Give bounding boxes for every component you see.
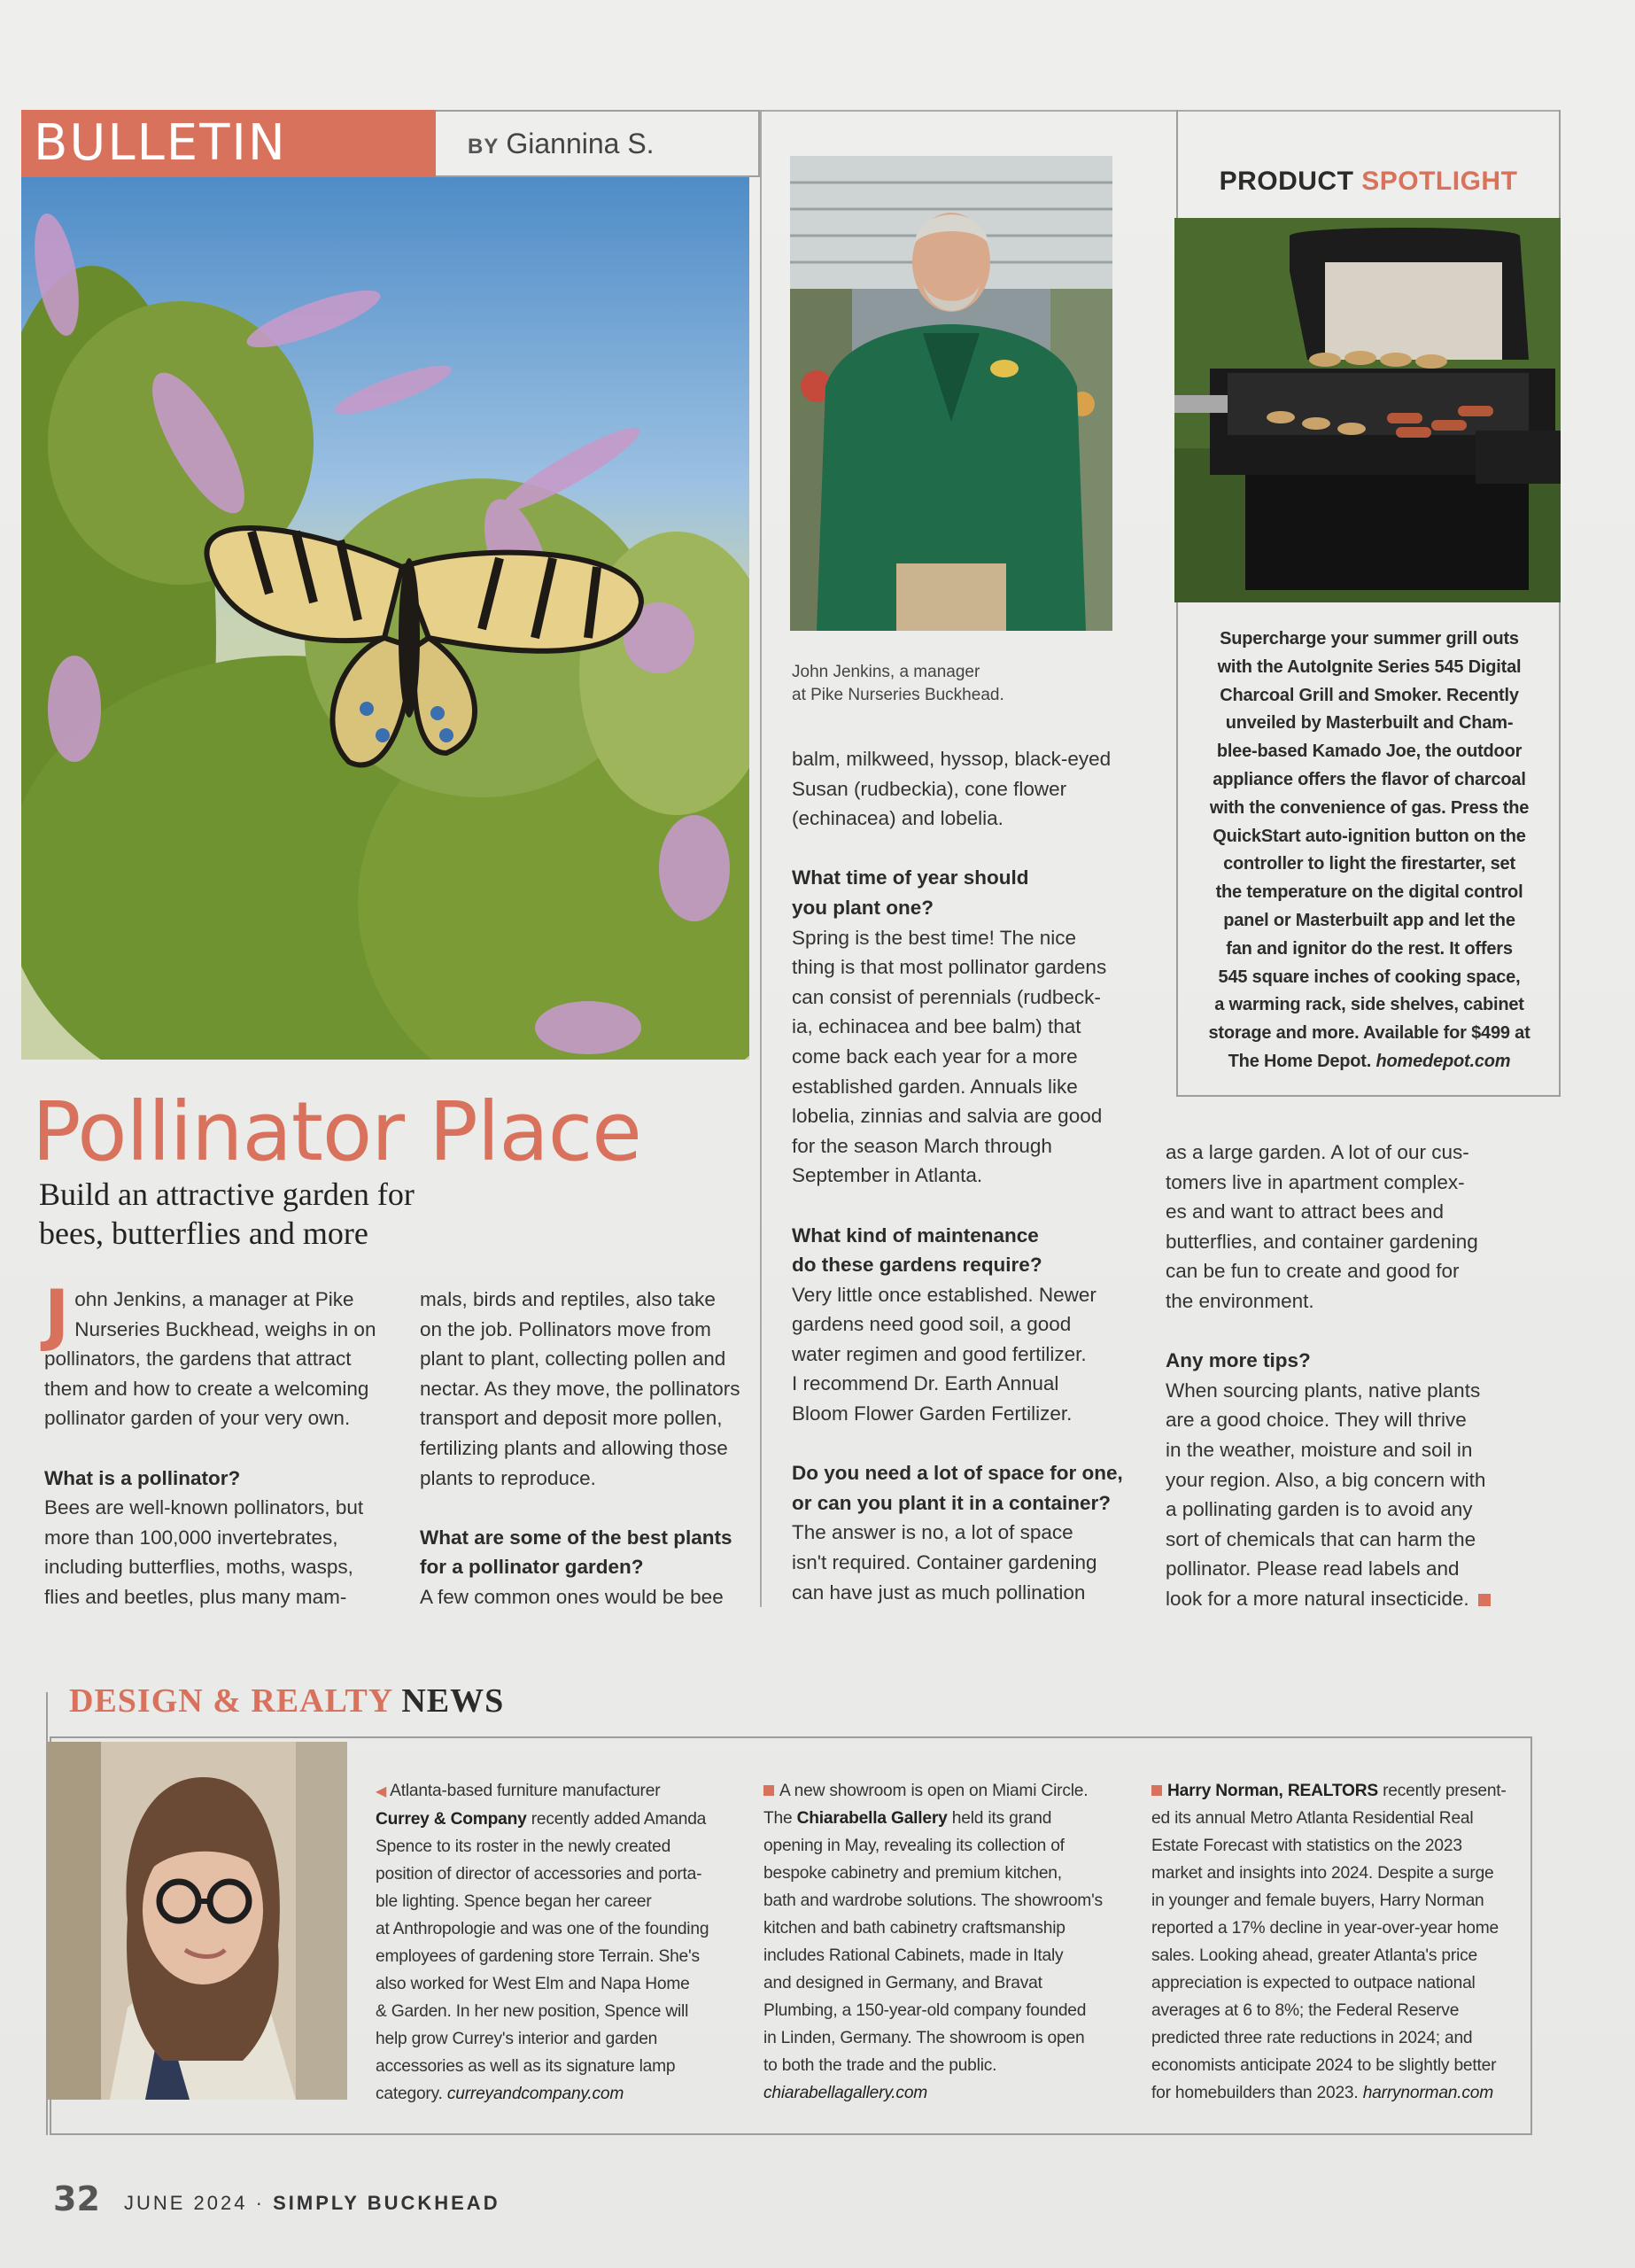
spotlight-line: panel or Masterbuilt app and let the [1223,910,1515,930]
text-line: pollinators, the gardens that attract [44,1348,352,1371]
news-text: and designed in Germany, and Bravat [763,1974,1042,1992]
harrynorman-link[interactable]: harrynorman.com [1362,2084,1494,2102]
spotlight-line: a warming rack, side shelves, cabinet [1214,995,1524,1015]
spotlight-line: Charcoal Grill and Smoker. Recently [1220,685,1519,705]
text-line: mals, birds and reptiles, also take [420,1288,716,1310]
news-text: reported a 17% decline in year-over-year home [1151,1919,1499,1938]
grill-photo [1174,218,1561,602]
news-text: recently added Amanda [526,1810,707,1829]
text-line: A few common ones would be bee [420,1585,724,1608]
news-text: sales. Looking ahead, greater Atlanta's price [1151,1946,1477,1965]
text-line: sort of chemicals that can harm the [1166,1527,1476,1550]
news-text: averages at 6 to 8%; the Federal Reserve [1151,2001,1460,2020]
text-line: as a large garden. A lot of our cus- [1166,1141,1469,1163]
news-text: The [763,1809,797,1828]
news-text: category. [376,2085,443,2103]
text-line: can be fun to create and good for [1166,1260,1460,1283]
question-heading: What is a pollinator? [44,1466,241,1489]
text-line: pollinator. Please read labels and [1166,1557,1460,1581]
news-text: bespoke cabinetry and premium kitchen, [763,1864,1062,1883]
news-text: employees of gardening store Terrain. She's [376,1947,700,1966]
news-section-title [69,1682,504,1720]
spotlight-line: storage and more. Available for $499 at [1208,1023,1530,1044]
text-line: nectar. As they move, the pollinators [420,1377,740,1400]
caption-line: at Pike Nurseries Buckhead. [792,686,1004,704]
text-line: ia, echinacea and bee balm) that [792,1015,1081,1038]
text-line: come back each year for a more [792,1045,1078,1068]
footer-separator: · [255,2192,265,2214]
text-line: Bloom Flower Garden Fertilizer. [792,1402,1073,1425]
news-text: Atlanta-based furniture manufacturer [390,1782,661,1800]
spotlight-line: with the AutoIgnite Series 545 Digital [1217,656,1522,677]
news-text: economists anticipate 2024 to be slightly better [1151,2056,1497,2075]
issue-date: JUNE 2024 [124,2192,248,2214]
text-line: The answer is no, a lot of space [792,1521,1073,1544]
news-text: market and insights into 2024. Despite a surge [1151,1864,1494,1883]
text-line: plant to plant, collecting pollen and [420,1348,726,1371]
news-text: position of director of accessories and porta- [376,1865,702,1884]
news-text: at Anthropologie and was one of the founding [376,1920,709,1938]
news-text: & Garden. In her new position, Spence will [376,2002,689,2021]
end-square-icon [1478,1594,1491,1606]
chiarabella-link[interactable]: chiarabellagallery.com [763,2084,928,2102]
spotlight-line: 545 square inches of cooking space, [1218,967,1521,987]
text-line: more than 100,000 invertebrates, [44,1526,338,1549]
spotlight-line: controller to light the firestarter, set [1223,854,1515,874]
news-company: Chiarabella Gallery [796,1809,948,1828]
byline-author: Giannina S. [506,128,655,159]
article-title: Pollinator Place [32,1084,641,1179]
spotlight-line: Supercharge your summer grill outs [1220,629,1519,649]
news-text: held its grand [947,1809,1052,1828]
text-line: Very little once established. Newer [792,1283,1096,1306]
news-text: help grow Currey's interior and garden [376,2030,658,2048]
spotlight-title [1176,167,1561,197]
square-bullet-icon [1151,1785,1162,1796]
question-heading: Any more tips? [1166,1349,1311,1372]
news-text: includes Rational Cabinets, made in Italy [763,1946,1064,1965]
text-line: look for a more natural insecticide. [1166,1587,1469,1610]
text-line: Susan (rudbeckia), cone flower [792,777,1067,800]
text-line: When sourcing plants, native plants [1166,1379,1481,1402]
subtitle-line: Build an attractive garden for [39,1177,415,1212]
question-heading: do these gardens require? [792,1254,1042,1277]
news-text: in younger and female buyers, Harry Norman [1151,1891,1484,1910]
text-line: butterflies, and container gardening [1166,1230,1478,1253]
text-line: tomers live in apartment complex- [1166,1170,1465,1193]
spotlight-line: QuickStart auto-ignition button on the [1213,826,1526,846]
square-bullet-icon [763,1785,774,1796]
text-line: the environment. [1166,1289,1314,1312]
news-text: predicted three rate reductions in 2024; and [1151,2029,1473,2047]
news-company: Currey & Company [376,1810,527,1829]
text-line: September in Atlanta. [792,1164,983,1187]
text-line: your region. Also, a big concern with [1166,1468,1486,1491]
question-heading: What kind of maintenance [792,1223,1039,1247]
text-line: fertilizing plants and allowing those [420,1436,728,1459]
page-number: 32 [53,2179,100,2218]
news-text: ble lighting. Spence began her career [376,1892,652,1911]
manager-photo [790,156,1112,631]
text-line: ohn Jenkins, a manager at Pike [74,1288,354,1310]
text-line: are a good choice. They will thrive [1166,1409,1467,1432]
subtitle-line: bees, butterflies and more [39,1216,368,1251]
spotlight-line: the temperature on the digital control [1215,882,1523,903]
spotlight-line: appliance offers the flavor of charcoal [1213,769,1526,789]
news-text: Plumbing, a 150-year-old company founded [763,2001,1087,2020]
byline-by: BY [468,135,500,159]
text-line: including butterflies, moths, wasps, [44,1556,353,1579]
text-line: es and want to attract bees and [1166,1200,1444,1223]
text-line: plants to reproduce. [420,1466,596,1489]
article-subtitle [39,1175,570,1253]
text-line: flies and beetles, plus many mam- [44,1585,347,1608]
news-text: Spence to its roster in the newly created [376,1837,671,1856]
text-line: lobelia, zinnias and salvia are good [792,1105,1103,1128]
question-heading: you plant one? [792,896,934,919]
text-line: Spring is the best time! The nice [792,926,1076,949]
caption-line: John Jenkins, a manager [792,663,980,681]
text-line: isn't required. Container gardening [792,1551,1097,1574]
spence-photo [48,1742,347,2100]
news-item-harry-norman [1151,1777,1523,2107]
article-column-3 [792,744,1155,1607]
news-text: to both the trade and the public. [763,2056,997,2075]
news-text: in Linden, Germany. The showroom is open [763,2029,1085,2047]
text-line: established garden. Annuals like [792,1075,1078,1098]
text-line: on the job. Pollinators move from [420,1317,711,1340]
news-text: kitchen and bath cabinetry craftsmanship [763,1919,1065,1938]
news-company: Harry Norman, REALTORS [1167,1782,1378,1800]
news-title-rest: NEWS [401,1682,505,1720]
question-heading: What are some of the best plants [420,1526,732,1549]
news-text: recently present- [1377,1782,1507,1800]
text-line: Nurseries Buckhead, weighs in on [74,1317,376,1340]
currey-link[interactable]: curreyandcompany.com [446,2085,624,2103]
news-text: ed its annual Metro Atlanta Residential Real [1151,1809,1474,1828]
text-line: for the season March through [792,1134,1052,1157]
spotlight-store: The Home Depot. [1228,1051,1372,1071]
section-label: BULLETIN [21,110,436,177]
triangle-bullet-icon: ◀ [376,1784,387,1799]
text-line: thing is that most pollinator gardens [792,956,1107,979]
drop-cap: J [44,1275,70,1354]
question-heading: or can you plant it in a container? [792,1491,1112,1514]
question-heading: What time of year should [792,866,1029,889]
text-line: pollinator garden of your very own. [44,1407,351,1430]
text-line: balm, milkweed, hyssop, black-eyed [792,748,1112,770]
butterfly-photo [21,177,749,1060]
magazine-name: SIMPLY BUCKHEAD [273,2192,500,2214]
question-heading: for a pollinator garden? [420,1556,644,1579]
spotlight-title-word: PRODUCT [1219,167,1354,196]
news-text: appreciation is expected to outpace national [1151,1974,1476,1992]
text-line: a pollinating garden is to avoid any [1166,1498,1473,1521]
text-line: gardens need good soil, a good [792,1313,1072,1336]
news-text: bath and wardrobe solutions. The showroom's [763,1891,1103,1910]
last-text-line [1166,1584,1546,1614]
text-line: I recommend Dr. Earth Annual [792,1372,1059,1395]
news-text: Estate Forecast with statistics on the 2023 [1151,1837,1462,1855]
homedepot-link[interactable]: homedepot.com [1375,1051,1511,1071]
text-line: can have just as much pollination [792,1581,1086,1604]
news-title-accent: DESIGN & REALTY [69,1682,392,1720]
footer-issue [124,2192,500,2215]
text-line: can consist of perennials (rudbeck- [792,985,1101,1008]
spotlight-line: blee-based Kamado Joe, the outdoor [1216,742,1523,762]
text-line: Bees are well-known pollinators, but [44,1496,364,1519]
spotlight-last-line [1190,1048,1548,1076]
spotlight-line: with the convenience of gas. Press the [1209,797,1530,818]
article-column-4 [1166,1138,1546,1614]
news-text: also worked for West Elm and Napa Home [376,1975,690,1993]
article-column-2 [420,1285,774,1612]
photo-caption [792,661,1084,707]
text-line: (echinacea) and lobelia. [792,807,1003,830]
text-line: water regimen and good fertilizer. [792,1342,1087,1365]
text-line: them and how to create a welcoming [44,1377,369,1400]
news-text: opening in May, revealing its collection of [763,1837,1065,1855]
text-line: transport and deposit more pollen, [420,1407,723,1430]
news-text: accessories as well as its signature lamp [376,2057,676,2076]
byline [436,110,760,177]
news-item-chiarabella [763,1777,1127,2107]
article-column-1 [44,1275,399,1612]
question-heading: Do you need a lot of space for one, [792,1462,1123,1485]
news-text: A new showroom is open on Miami Circle. [779,1782,1089,1800]
news-item-currey [376,1777,730,2108]
news-text: for homebuilders than 2023. [1151,2084,1359,2102]
spotlight-line: unveiled by Masterbuilt and Cham- [1225,713,1514,734]
spotlight-title-accent: SPOTLIGHT [1361,167,1518,196]
text-line: in the weather, moisture and soil in [1166,1438,1473,1461]
spotlight-text [1190,625,1548,1076]
spotlight-line: fan and ignitor do the rest. It offers [1226,938,1513,959]
